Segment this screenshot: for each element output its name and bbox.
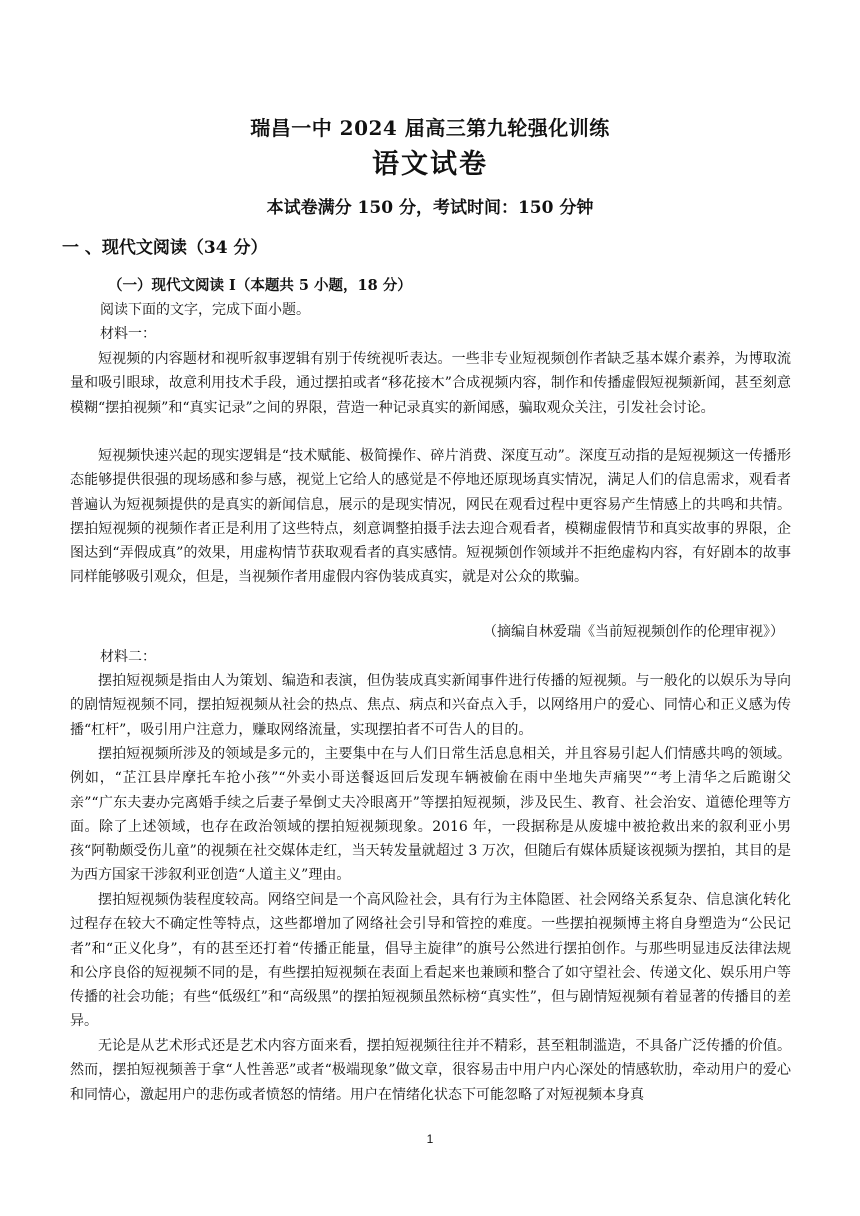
exam-title: 瑞昌一中 2024 届高三第九轮强化训练 [250, 116, 610, 140]
exam-subject-title: 语文试卷 [372, 149, 488, 180]
exam-info: 本试卷满分 150 分，考试时间：150 分钟 [266, 198, 594, 218]
instruction-text: 阅读下面的文字，完成下面小题。 [100, 302, 310, 318]
material-1-label: 材料一： [100, 326, 156, 342]
material-1-paragraph: 短视频的内容题材和视听叙事逻辑有别于传统视听表达。一些非专业短视频创作者缺乏基本媒介素养，为博取流量和吸引眼球，故意利用技术手段，通过摆拍或者“移花接木”合成视频内容，制作和传播虚假短视频新闻，甚至刻意模糊“摆拍视频”和“真实记录”之间的界限，营造一种记录真实的新闻感，骗取观众关注，引发社会讨论。 [70, 351, 791, 416]
material-2-paragraph: 无论是从艺术形式还是艺术内容方面来看，摆拍短视频往往并不精彩，甚至粗制滥造，不具备广泛传播的价值。然而，摆拍短视频善于拿“人性善恶”或者“极端现象”做文章，很容易击中用户内心深处的情感软肋，牵动用户的爱心和同情心，激起用户的悲伤或者愤怒的情绪。用户在情绪化状态下可能忽略了对短视频本身真 [70, 1038, 791, 1103]
page-number: 1 [426, 1132, 434, 1146]
section-heading: 一 、现代文阅读（34 分） [62, 238, 268, 258]
material-2-paragraph: 摆拍短视频所涉及的领域是多元的，主要集中在与人们日常生活息息相关，并且容易引起人们情感共鸣的领域。例如，“芷江县岸摩托车抢小孩”“外卖小哥送餐返回后发现车辆被偷在雨中坐地失声痛哭”“考上清华之后跪谢父亲”“广东夫妻办完离婚手续之后妻子晕倒丈夫冷眼离开”等摆拍短视频，涉及民生、教育、社会治安、道德伦理等方面。除了上述领域，也存在政治领域的摆拍短视频现象。2016 年，一段据称是从废墟中被抢救出来的叙利亚小男孩“阿勒颇受伤儿童”的视频在社交媒体走红，当天转发量就超过 3 万次，但随后有媒体质疑该视频为摆拍，其目的是为西方国家干涉叙利亚创造“人道主义”理由。 [70, 746, 791, 884]
material-2-paragraph: 摆拍短视频伪装程度较高。网络空间是一个高风险社会，具有行为主体隐匿、社会网络关系复杂、信息演化转化过程存在较大不确定性等特点，这些都增加了网络社会引导和管控的难度。一些摆拍视频博主将自身塑造为“公民记者”和“正义化身”，有的甚至还打着“传播正能量，倡导主旋律”的旗号公然进行摆拍创作。与那些明显违反法律法规和公序良俗的短视频不同的是，有些摆拍短视频在表面上看起来也兼顾和整合了如守望社会、传递文化、娱乐用户等传播的社会功能；有些“低级红”和“高级黑”的摆拍短视频虽然标榜“真实性”，但与剧情短视频有着显著的传播目的差异。 [70, 892, 791, 1030]
material-2-label: 材料二： [100, 649, 156, 665]
material-2-paragraph: 摆拍短视频是指由人为策划、编造和表演，但伪装成真实新闻事件进行传播的短视频。与一般化的以娱乐为导向的剧情短视频不同，摆拍短视频从社会的热点、焦点、病点和兴奋点入手，以网络用户的爱心、同情心和正义感为传播“杠杆”，吸引用户注意力，赚取网络流量，实现摆拍者不可告人的目的。 [70, 673, 791, 738]
material-1-paragraph: 短视频快速兴起的现实逻辑是“技术赋能、极简操作、碎片消费、深度互动”。深度互动指的是短视频这一传播形态能够提供很强的现场感和参与感，视觉上它给人的感觉是不停地还原现场真实情况，满足人们的信息需求，观看者普遍认为短视频提供的是真实的新闻信息，展示的是现实情况，网民在观看过程中更容易产生情感上的共鸣和共情。摆拍短视频的视频作者正是利用了这些特点，刻意调整拍摄手法去迎合观看者，模糊虚假情节和真实故事的界限，企图达到“弄假成真”的效果，用虚构情节获取观看者的真实感情。短视频创作领域并不拒绝虚构内容，有好剧本的故事同样能够吸引观众，但是，当视频作者用虚假内容伪装成真实，就是对公众的欺骗。 [70, 448, 791, 586]
subsection-heading: （一）现代文阅读 I（本题共 5 小题，18 分） [108, 277, 412, 294]
material-1-citation: （摘编自林爱瑞《当前短视频创作的伦理审视》） [483, 624, 784, 640]
